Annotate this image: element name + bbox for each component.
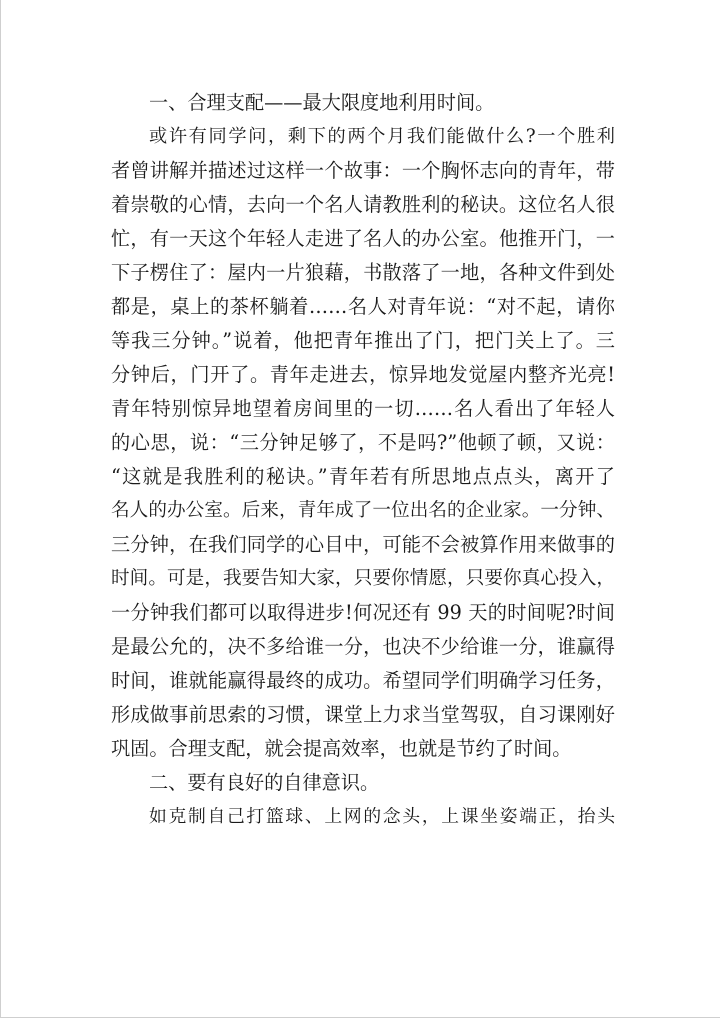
paragraph-line: 一分钟我们都可以取得进步!何况还有 99 天的时间呢?时间: [111, 601, 615, 624]
paragraph-line: “这就是我胜利的秘诀。”青年若有所思地点点头，离开了: [111, 465, 615, 488]
paragraph-line: 或许有同学问，剩下的两个月我们能做什么?一个胜利: [149, 126, 615, 147]
document-body: [111, 86, 615, 834]
paragraph-line: 是最公允的，决不多给谁一分，也决不少给谁一分，谁赢得: [111, 635, 615, 658]
paragraph-line: 都是，桌上的茶杯躺着……名人对青年说：“对不起，请你: [111, 295, 615, 318]
paragraph-line: 者曾讲解并描述过这样一个故事：一个胸怀志向的青年，带: [111, 159, 615, 182]
paragraph-line: 分钟后，门开了。青年走进去，惊异地发觉屋内整齐光亮!: [111, 363, 615, 386]
paragraph-line: 青年特别惊异地望着房间里的一切……名人看出了年轻人: [111, 397, 615, 420]
section-heading-1: 一、合理支配——最大限度地利用时间。: [149, 91, 495, 114]
paragraph-line: 三分钟，在我们同学的心目中，可能不会被算作用来做事的: [111, 533, 615, 556]
paragraph-line: 着崇敬的心情，去向一个名人请教胜利的秘诀。这位名人很: [111, 193, 615, 216]
paragraph-line: 如克制自己打篮球、上网的念头，上课坐姿端正，抬头: [149, 806, 615, 827]
paragraph-line: 时间。可是，我要告知大家，只要你情愿，只要你真心投入，: [111, 568, 615, 589]
paragraph-line: 的心思，说：“三分钟足够了，不是吗?”他顿了顿，又说：: [111, 431, 615, 454]
paragraph-line: 名人的办公室。后来，青年成了一位出名的企业家。一分钟、: [111, 500, 615, 521]
paragraph-line: 下子楞住了：屋内一片狼藉，书散落了一地，各种文件到处: [111, 261, 615, 284]
paragraph-line: 巩固。合理支配，就会提高效率，也就是节约了时间。: [111, 737, 572, 760]
paragraph-line: 形成做事前思索的习惯，课堂上力求当堂驾驭，自习课刚好: [111, 703, 615, 726]
paragraph-line: 等我三分钟。”说着，他把青年推出了门，把门关上了。三: [111, 329, 615, 352]
section-heading-2: 二、要有良好的自律意识。: [149, 771, 380, 794]
paragraph-line: 忙，有一天这个年轻人走进了名人的办公室。他推开门，一: [111, 227, 615, 250]
paragraph-line: 时间，谁就能赢得最终的成功。希望同学们明确学习任务，: [111, 669, 615, 692]
